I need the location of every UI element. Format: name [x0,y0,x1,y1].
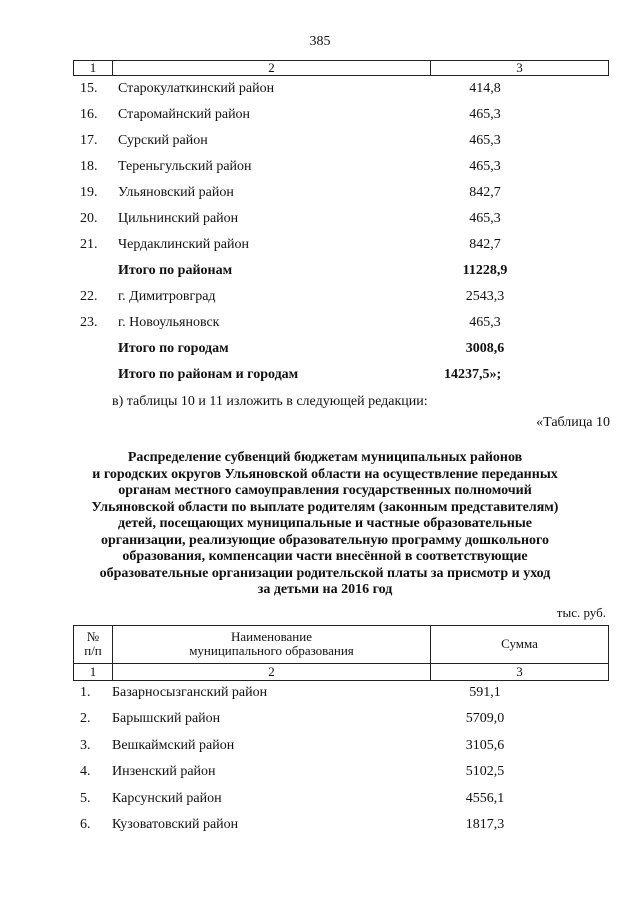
table-row [0,209,640,229]
row-name: Чердаклинский район [118,237,249,252]
row-value: 465,3 [469,107,501,122]
row-value: 3105,6 [465,738,505,753]
table-header [73,60,609,76]
row-value: 414,8 [469,81,501,96]
table-row [0,183,640,203]
title-line: образования, компенсации части внесённой в соответствующие [122,549,528,564]
row-number: 4. [80,764,91,779]
total-label: Итого по районам [118,263,233,278]
row-value: 465,3 [469,133,501,148]
table-row [0,709,640,729]
row-number: 20. [80,211,98,226]
row-number: 3. [80,738,91,753]
row-name: Базарносызганский район [112,685,268,700]
row-value: 4556,1 [465,791,505,806]
title-line: за детьми на 2016 год [257,582,393,597]
header-num-line: № [86,629,100,644]
row-name: Ульяновский район [118,185,234,200]
row-name: Старокулаткинский район [118,81,275,96]
total-all-row [0,365,640,385]
header-col-2: 2 [268,664,275,679]
table-reference: «Таблица 10 [536,415,610,430]
table-row [0,736,640,756]
row-number: 5. [80,791,91,806]
header-num-line: п/п [84,643,102,658]
row-name: г. Новоульяновск [118,315,220,330]
row-number: 22. [80,289,98,304]
row-name: Тереньгульский район [118,159,252,174]
row-value: 2543,3 [465,289,505,304]
row-number: 18. [80,159,98,174]
header-sum: Сумма [501,636,538,651]
row-value: 465,3 [469,159,501,174]
amendment-note: в) таблицы 10 и 11 изложить в следующей редакции: [112,394,428,409]
table-row [0,287,640,307]
header-col-1: 1 [89,664,97,679]
header-col-2: 2 [268,60,275,75]
units-label: тыс. руб. [556,605,606,620]
total-label: Итого по городам [118,341,229,356]
row-value: 1817,3 [465,817,505,832]
row-value: 5102,5 [465,764,505,779]
title-line: детей, посещающих муниципальные и частные образовательные [118,516,532,531]
row-name: Инзенский район [112,764,216,779]
row-divider [74,663,608,664]
row-number: 21. [80,237,98,252]
row-name: Сурский район [118,133,208,148]
total-districts-row [0,261,640,281]
title-line: Ульяновской области по выплате родителям (законным представителям) [91,499,559,515]
header-col-1: 1 [89,60,97,75]
table-row [0,105,640,125]
total-cities-row [0,339,640,359]
total-label: Итого по районам и городам [118,367,299,382]
row-number: 16. [80,107,98,122]
total-value: 11228,9 [462,263,508,278]
total-value: 14237,5»; [444,367,502,382]
header-col-3: 3 [516,664,523,679]
row-name: Старомайнский район [118,107,251,122]
row-value: 465,3 [469,211,501,226]
row-name: Карсунский район [112,791,222,806]
title-line: и городских округов Ульяновской области на осуществление переданных [92,466,558,482]
header-name [113,630,430,658]
table-title [90,450,560,599]
table-row [0,789,640,809]
title-line: образовательные организации родительской платы за присмотр и уход [99,565,551,581]
table-row [0,762,640,782]
page-number: 385 [309,34,331,49]
header-name-line: муниципального образования [189,643,354,658]
total-value: 3008,6 [465,341,505,356]
table2-header [73,625,609,681]
row-name: Вешкаймский район [112,738,235,753]
row-number: 2. [80,711,91,726]
title-line: Распределение субвенций бюджетам муниципальных районов [127,450,523,465]
row-name: Цильнинский район [118,211,239,226]
table-row [0,157,640,177]
row-number: 6. [80,817,91,832]
row-value: 842,7 [469,185,501,200]
row-number: 15. [80,81,98,96]
row-name: г. Димитровград [118,289,216,304]
table-row [0,313,640,333]
row-number: 1. [80,685,91,700]
row-value: 591,1 [469,685,501,700]
header-num [74,630,112,658]
row-name: Кузоватовский район [112,817,239,832]
table-row [0,815,640,835]
title-line: органам местного самоуправления государственных полномочий [118,483,532,498]
row-number: 19. [80,185,98,200]
table-row [0,79,640,99]
table-row [0,235,640,255]
title-line: организации, реализующие образовательную программу дошкольного [100,532,550,548]
row-number: 17. [80,133,98,148]
row-value: 465,3 [469,315,501,330]
row-value: 5709,0 [465,711,505,726]
table-row [0,131,640,151]
row-name: Барышский район [112,711,221,726]
row-number: 23. [80,315,98,330]
table-row [0,683,640,703]
row-value: 842,7 [469,237,501,252]
header-name-line: Наименование [231,629,312,644]
header-col-3: 3 [516,60,523,75]
